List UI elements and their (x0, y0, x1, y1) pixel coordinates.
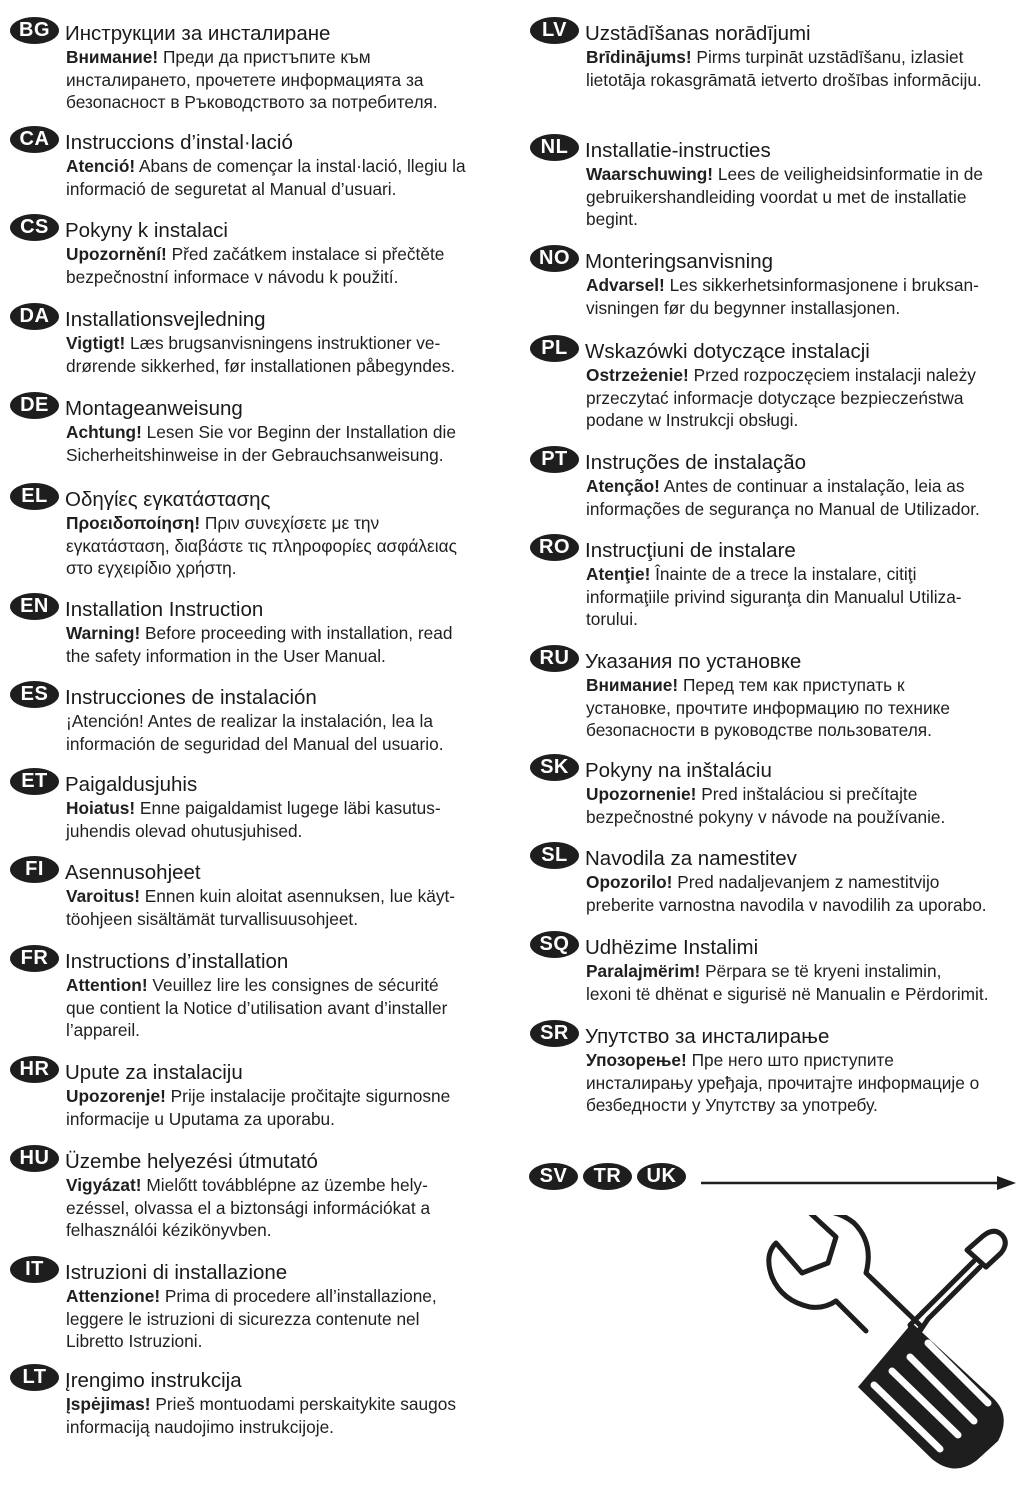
section-body (66, 1393, 515, 1438)
warning-text: Prima di procedere all’installazione, leggere le istruzioni di sicurezza contenute nel Libretto Istruzioni. (66, 1286, 437, 1351)
language-badge-sl: SL (530, 842, 579, 869)
warning-text: Pred nadaljevanjem z namestitvijo preberite varnostna navodila v navodilih za uporabo. (586, 872, 987, 915)
warning-label: Atenció! (66, 156, 136, 176)
section-title: Instrucţiuni de instalare (585, 539, 796, 562)
section-body (66, 885, 515, 930)
section-body (586, 274, 1029, 319)
section-body (66, 1174, 515, 1242)
section-title: Wskazówki dotyczące instalacji (585, 340, 870, 363)
language-badge-pt: PT (530, 446, 579, 473)
warning-label: Paralajmërim! (586, 961, 701, 981)
section-body (586, 163, 1029, 231)
language-badge-ru: RU (530, 645, 579, 672)
warning-label: Vigyázat! (66, 1175, 142, 1195)
section-title: Uzstādīšanas norādījumi (585, 22, 811, 45)
language-badge-bg: BG (10, 17, 59, 44)
section-body (66, 332, 515, 377)
language-badge-uk: UK (637, 1163, 686, 1190)
warning-text: Lesen Sie vor Beginn der Installation die Sicherheitshinweise in der Gebrauchsanweisung. (66, 422, 456, 465)
warning-label: Ostrzeżenie! (586, 365, 689, 385)
warning-text: Antes de continuar a instalação, leia as informações de segurança no Manual de Utilizador. (586, 476, 980, 519)
arrow-right-icon (701, 1172, 1019, 1194)
warning-text: Пре него што приступите инсталирању уређаја, прочитајте информације о безбедности у Упутству за употребу. (586, 1050, 980, 1115)
language-badge-ca: CA (10, 126, 59, 153)
section-title: Upute za instalaciju (65, 1061, 243, 1084)
section-title: Montageanweisung (65, 397, 243, 420)
language-badge-hu: HU (10, 1145, 59, 1172)
language-badge-cs: CS (10, 214, 59, 241)
section-body (586, 46, 1029, 91)
section-body (66, 155, 515, 200)
warning-label: Attention! (66, 975, 148, 995)
warning-text: Перед тем как приступать к установке, прочтите информацию по технике безопасности в руководстве пользователя. (586, 675, 950, 740)
warning-label: Atenção! (586, 476, 660, 496)
language-badge-sk: SK (530, 754, 579, 781)
warning-text: Læs brugsanvisningens instruktioner ve- drørende sikkerhed, før installationen påbegyndes. (66, 333, 456, 376)
warning-label: Vigtigt! (66, 333, 126, 353)
language-badge-en: EN (10, 593, 59, 620)
warning-text: Prieš montuodami perskaitykite saugos informaciją naudojimo instrukcijoje. (66, 1394, 456, 1437)
section-body (66, 622, 515, 667)
language-badge-et: ET (10, 768, 59, 795)
section-body (66, 46, 515, 114)
warning-label: Upozorenje! (66, 1086, 166, 1106)
warning-label: Внимание! (66, 47, 159, 67)
section-body (586, 475, 1029, 520)
language-badge-sr: SR (530, 1020, 579, 1047)
warning-text: Veuillez lire les consignes de sécurité que contient la Notice d’utilisation avant d’installer l’appareil. (66, 975, 448, 1040)
warning-label: Upozornění! (66, 244, 167, 264)
warning-text: Pred inštaláciou si prečítajte bezpečnostné pokyny v návode na používanie. (586, 784, 946, 827)
section-title: Paigaldusjuhis (65, 773, 198, 796)
section-body (586, 960, 1029, 1005)
section-body (586, 871, 1029, 916)
warning-label: Achtung! (66, 422, 142, 442)
language-badge-tr: TR (583, 1163, 632, 1190)
section-title: Installatie-instructies (585, 139, 771, 162)
section-body (586, 783, 1029, 828)
warning-text: Prije instalacije pročitajte sigurnosne informacije u Uputama za uporabu. (66, 1086, 451, 1129)
section-title: Installation Instruction (65, 598, 264, 621)
section-body (66, 421, 515, 466)
language-badge-de: DE (10, 392, 59, 419)
section-title: Указания по установке (585, 650, 802, 673)
warning-text: Abans de començar la instal·lació, llegiu la informació de seguretat al Manual d’usuari. (66, 156, 466, 199)
language-badge-fr: FR (10, 945, 59, 972)
warning-text: Πριν συνεχίσετε με την εγκατάσταση, διαβάστε τις πληροφορίες ασφάλειας στο εγχειρίδιο χρήστη. (66, 513, 457, 578)
warning-label: Упозорење! (586, 1050, 687, 1070)
section-body (66, 512, 515, 580)
warning-text: Před začátkem instalace si přečtěte bezpečnostní informace v návodu k použití. (66, 244, 445, 287)
section-title: Istruzioni di installazione (65, 1261, 288, 1284)
warning-text: Înainte de a trece la instalare, citiţi informaţiile privind siguranţa din Manualul Utiliza- torului. (586, 564, 962, 629)
section-title: Udhëzime Instalimi (585, 936, 759, 959)
language-badge-hr: HR (10, 1056, 59, 1083)
section-title: Instructions d’installation (65, 950, 289, 973)
warning-label: Προειδοποίηση! (66, 513, 201, 533)
section-body (66, 974, 515, 1042)
language-badge-no: NO (530, 245, 579, 272)
section-body (586, 1049, 1029, 1117)
warning-text: Les sikkerhetsinformasjonene i bruksan- visningen før du begynner installasjonen. (586, 275, 979, 318)
warning-text: Pirms turpināt uzstādīšanu, izlasiet lietotāja rokasgrāmatā ietverto drošības informāciju. (586, 47, 982, 90)
warning-label: Įspėjimas! (66, 1394, 151, 1414)
warning-text: Mielőtt továbblépne az üzembe hely- ezéssel, olvassa el a biztonsági információkat a felhasználói kézikönyvben. (66, 1175, 431, 1240)
language-badge-it: IT (10, 1256, 59, 1283)
language-badge-da: DA (10, 303, 59, 330)
section-title: Инструкции за инсталиране (65, 22, 331, 45)
warning-text: ¡Atención! Antes de realizar la instalación, lea la información de seguridad del Manual del usuario. (66, 711, 444, 754)
section-title: Installationsvejledning (65, 308, 266, 331)
section-title: Pokyny k instalaci (65, 219, 228, 242)
language-badge-lt: LT (10, 1364, 59, 1391)
section-body (66, 1085, 515, 1130)
section-body (586, 563, 1029, 631)
section-body (586, 364, 1029, 432)
section-title: Instrucciones de instalación (65, 686, 317, 709)
section-title: Упутство за инсталирање (585, 1025, 830, 1048)
language-badge-sq: SQ (530, 931, 579, 958)
warning-label: Opozorilo! (586, 872, 673, 892)
section-title: Instruções de instalação (585, 451, 807, 474)
warning-label: Advarsel! (586, 275, 665, 295)
section-title: Üzembe helyezési útmutató (65, 1150, 318, 1173)
language-badge-el: EL (10, 483, 59, 510)
language-badge-lv: LV (530, 17, 579, 44)
warning-label: Atenţie! (586, 564, 651, 584)
section-body (66, 710, 515, 755)
warning-text: Ennen kuin aloitat asennuksen, lue käyt- töohjeen sisältämät turvallisuusohjeet. (66, 886, 456, 929)
warning-label: Upozornenie! (586, 784, 697, 804)
section-title: Asennusohjeet (65, 861, 201, 884)
section-title: Įrengimo instrukcija (65, 1369, 242, 1392)
warning-label: Внимание! (586, 675, 679, 695)
section-title: Monteringsanvisning (585, 250, 774, 273)
warning-label: Varoitus! (66, 886, 140, 906)
language-badge-sv: SV (529, 1163, 578, 1190)
warning-text: Before proceeding with installation, read the safety information in the User Manual. (66, 623, 453, 666)
language-badge-fi: FI (10, 856, 59, 883)
language-badge-pl: PL (530, 335, 579, 362)
section-body (66, 1285, 515, 1353)
warning-label: Attenzione! (66, 1286, 161, 1306)
section-body (586, 674, 1029, 742)
section-title: Οδηγίες εγκατάστασης (65, 488, 271, 511)
warning-label: Hoiatus! (66, 798, 136, 818)
language-badge-ro: RO (530, 534, 579, 561)
wrench-screwdriver-icon (762, 1215, 1024, 1483)
warning-text: Przed rozpoczęciem instalacji należy przeczytać informacje dotyczące bezpieczeństwa podane w Instrukcji obsługi. (586, 365, 976, 430)
section-body (66, 797, 515, 842)
language-badge-nl: NL (530, 134, 579, 161)
section-body (66, 243, 515, 288)
section-title: Pokyny na inštaláciu (585, 759, 772, 782)
warning-label: Waarschuwing! (586, 164, 714, 184)
warning-label: Brīdinājums! (586, 47, 692, 67)
warning-text: Преди да пристъпите към инсталирането, прочетете информацията за безопасност в Ръководството за потребителя. (66, 47, 438, 112)
warning-label: Warning! (66, 623, 141, 643)
warning-text: Përpara se të kryeni instalimin, lexoni të dhënat e sigurisë në Manualin e Përdorimit. (586, 961, 989, 1004)
warning-text: Lees de veiligheidsinformatie in de gebruikershandleiding voordat u met de installatie begint. (586, 164, 984, 229)
section-title: Instruccions d’instal·lació (65, 131, 293, 154)
language-badge-es: ES (10, 681, 59, 708)
section-title: Navodila za namestitev (585, 847, 797, 870)
warning-text: Enne paigaldamist lugege läbi kasutus- juhendis olevad ohutusjuhised. (66, 798, 441, 841)
